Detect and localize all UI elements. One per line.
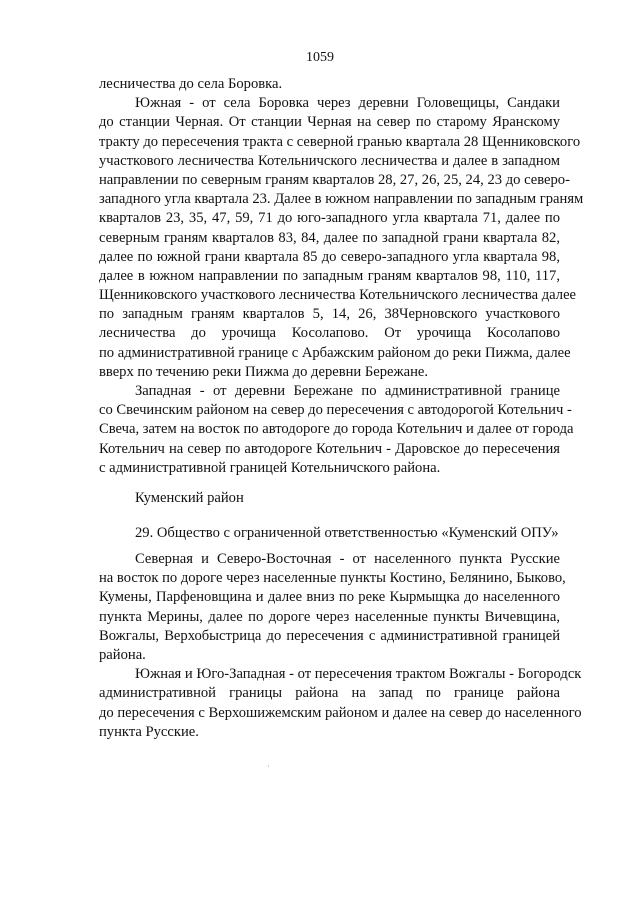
text-line: северным граням кварталов 83, 84, далее по западной грани квартала 82, (99, 229, 560, 246)
text-line: тракту до пересечения тракта с северной гранью квартала 28 Щенниковского (99, 133, 581, 150)
text-line: лесничества до села Боровка. (99, 76, 283, 92)
text-line: западного угла квартала 23. Далее в южном направлении по западным граням (99, 191, 584, 208)
district-heading (99, 489, 560, 508)
text-line: далее по южной грани квартала 85 до северо-западного угла квартала 98, (99, 248, 560, 265)
text-line: Вожгалы, Верхобыстрица до пересечения с административной границей (99, 627, 560, 644)
text-line: кварталов 23, 35, 47, 59, 71 до юго-западного угла квартала 71, далее по (99, 210, 560, 227)
scan-artifact: · (267, 762, 270, 771)
text-line: по западным граням кварталов 5, 14, 26, 38Черновского участкового (99, 306, 560, 323)
text-line: административной границы района на запад по границе района (99, 685, 560, 702)
text-line: Котельнич на север по автодороге Котельнич - Даровское до пересечения (99, 440, 560, 457)
text-line: Щенниковского участкового лесничества Котельничского лесничества далее (99, 287, 577, 304)
boundary-text-block-2 (99, 550, 582, 742)
text-line: далее в южном направлении по западным граням кварталов 98, 110, 117, (99, 267, 560, 284)
text-line: Кумены, Парфеновщина и далее вниз по реке Кырмыщка до населенного (99, 589, 560, 606)
text-line: до пересечения с Верхошижемским районом и далее на север до населенного (99, 704, 582, 721)
text-line: лесничества до урочища Косолапово. От урочища Косолапово (99, 325, 560, 342)
organization-heading (99, 524, 560, 543)
text-line: вверх по течению реки Пижма до деревни Бережане. (99, 363, 429, 380)
text-line: Южная - от села Боровка через деревни Головещицы, Сандаки (135, 95, 560, 112)
text-line: Северная и Северо-Восточная - от населенного пункта Русские (135, 551, 560, 567)
text-line: на восток по дороге через населенные пункты Костино, Белянино, Быково, (99, 570, 566, 587)
text-line: участкового лесничества Котельничского лесничества и далее в западном (99, 152, 560, 169)
text-line: Свеча, затем на восток по автодороге до города Котельнич и далее от города (99, 421, 574, 438)
text-line: 29. Общество с ограниченной ответственностью «Куменский ОПУ» (135, 525, 559, 541)
text-line: с административной границей Котельничского района. (99, 459, 441, 476)
text-line: района. (99, 646, 146, 663)
text-line: пункта Русские. (99, 723, 199, 740)
text-line: Куменский район (135, 490, 244, 506)
text-line: Южная и Юго-Западная - от пересечения трактом Вожгалы - Богородск (135, 666, 582, 683)
text-line: Западная - от деревни Бережане по административной границе (135, 383, 560, 399)
text-line: направлении по северным граням кварталов 28, 27, 26, 25, 24, 23 до северо- (99, 171, 570, 188)
boundary-text-block-1 (99, 75, 584, 478)
text-line: пункта Мерины, далее по дороге через населенные пункты Вичевщина, (99, 608, 560, 625)
text-line: до станции Черная. От станции Черная на север по старому Яранскому (99, 114, 560, 131)
page-number: 1059 (306, 50, 334, 65)
text-line: по административной границе с Арбажским районом до реки Пижма, далее (99, 344, 571, 361)
text-line: со Свечинским районом на север до пересечения с автодорогой Котельнич - (99, 402, 572, 419)
